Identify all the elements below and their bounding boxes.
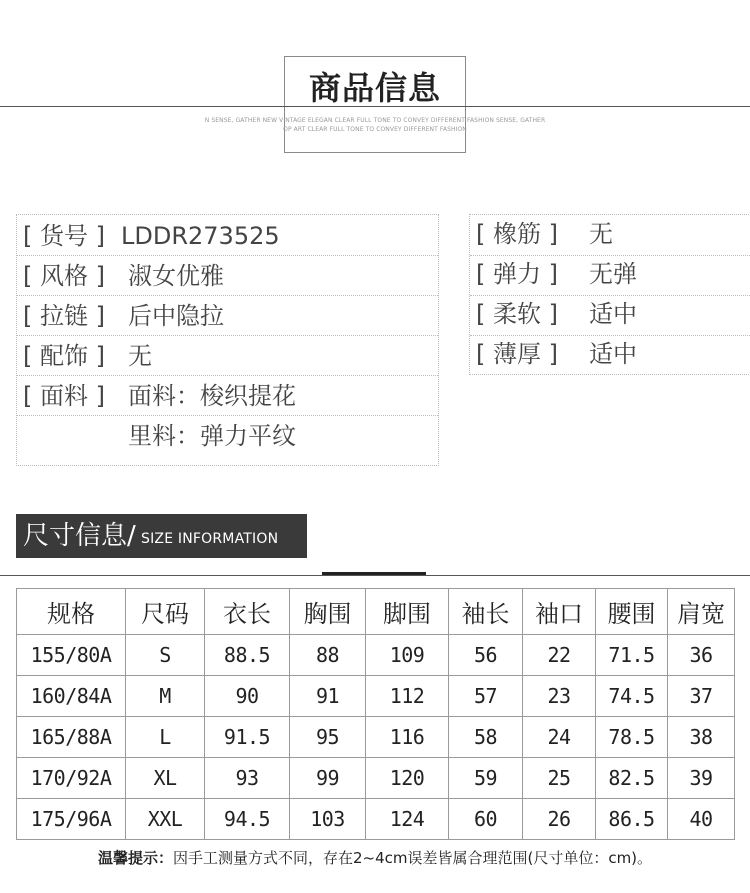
table-cell: 91.5 bbox=[205, 717, 290, 758]
table-cell: 26 bbox=[523, 799, 596, 840]
attr-key: [ 风格 ] bbox=[23, 262, 105, 290]
header-cell: 衣长 bbox=[205, 589, 290, 635]
attr-row-stretch bbox=[470, 255, 750, 296]
table-cell: 22 bbox=[523, 635, 596, 676]
attributes-right-panel bbox=[469, 214, 750, 375]
table-cell: 103 bbox=[290, 799, 366, 840]
attr-value: 后中隐拉 bbox=[128, 302, 224, 330]
table-cell: M bbox=[126, 676, 205, 717]
attr-value: 里料：弹力平纹 bbox=[128, 422, 296, 450]
size-info-banner bbox=[16, 514, 307, 558]
table-cell: 82.5 bbox=[596, 758, 668, 799]
table-cell: 37 bbox=[668, 676, 735, 717]
attr-key: [ 薄厚 ] bbox=[476, 340, 558, 368]
header-cell: 规格 bbox=[17, 589, 126, 635]
table-cell: 90 bbox=[205, 676, 290, 717]
size-info-title: 尺寸信息/ bbox=[23, 521, 136, 551]
attr-value: 适中 bbox=[589, 340, 637, 368]
table-row bbox=[17, 717, 735, 758]
attr-row-zipper bbox=[17, 295, 438, 336]
attr-row-elastic-band bbox=[470, 215, 750, 256]
attr-row-style bbox=[17, 255, 438, 296]
header-subtitle bbox=[160, 116, 590, 134]
table-cell: 112 bbox=[366, 676, 449, 717]
measurement-note bbox=[0, 846, 750, 870]
table-cell: 155/80A bbox=[17, 635, 126, 676]
attr-key: [ 柔软 ] bbox=[476, 300, 558, 328]
table-cell: 56 bbox=[449, 635, 523, 676]
size-table-header-row bbox=[17, 589, 735, 635]
table-row bbox=[17, 799, 735, 840]
table-cell: 88.5 bbox=[205, 635, 290, 676]
size-section-divider bbox=[0, 575, 750, 576]
header-subtitle-line1: N SENSE, GATHER NEW VINTAGE ELEGAN CLEAR FULL TONE TO CONVEY DIFFERENT FASHION SENSE, GATHER bbox=[204, 117, 546, 124]
attr-value: LDDR273525 bbox=[121, 222, 280, 250]
attr-value: 无弹 bbox=[589, 260, 637, 288]
table-cell: 160/84A bbox=[17, 676, 126, 717]
attr-key: [ 面料 ] bbox=[23, 382, 105, 410]
header-cell: 肩宽 bbox=[668, 589, 735, 635]
table-cell: 74.5 bbox=[596, 676, 668, 717]
table-cell: 86.5 bbox=[596, 799, 668, 840]
table-cell: 59 bbox=[449, 758, 523, 799]
table-cell: 71.5 bbox=[596, 635, 668, 676]
size-table bbox=[16, 588, 735, 840]
attr-row-softness bbox=[470, 295, 750, 336]
table-cell: 25 bbox=[523, 758, 596, 799]
page-title: 商品信息 bbox=[308, 69, 441, 107]
table-cell: 88 bbox=[290, 635, 366, 676]
header-cell: 腰围 bbox=[596, 589, 668, 635]
table-cell: 165/88A bbox=[17, 717, 126, 758]
size-info-subtitle: SIZE INFORMATION bbox=[141, 531, 279, 547]
table-cell: 95 bbox=[290, 717, 366, 758]
table-cell: XXL bbox=[126, 799, 205, 840]
size-section-accent bbox=[322, 572, 426, 575]
table-cell: 24 bbox=[523, 717, 596, 758]
table-cell: 58 bbox=[449, 717, 523, 758]
table-cell: 78.5 bbox=[596, 717, 668, 758]
attr-value: 面料：梭织提花 bbox=[128, 382, 296, 410]
header-cell: 脚围 bbox=[366, 589, 449, 635]
table-cell: 93 bbox=[205, 758, 290, 799]
attr-value: 适中 bbox=[589, 300, 637, 328]
attr-key: [ 弹力 ] bbox=[476, 260, 558, 288]
header-cell: 尺码 bbox=[126, 589, 205, 635]
header-cell: 胸围 bbox=[290, 589, 366, 635]
table-row bbox=[17, 758, 735, 799]
table-cell: L bbox=[126, 717, 205, 758]
table-cell: 91 bbox=[290, 676, 366, 717]
table-cell: 40 bbox=[668, 799, 735, 840]
table-cell: 175/96A bbox=[17, 799, 126, 840]
table-cell: 170/92A bbox=[17, 758, 126, 799]
measurement-note-text: 因手工测量方式不同，存在2~4cm误差皆属合理范围(尺寸单位：cm)。 bbox=[172, 849, 653, 867]
attr-row-lining bbox=[17, 415, 438, 455]
attr-row-accessories bbox=[17, 335, 438, 376]
attr-key: [ 橡筋 ] bbox=[476, 220, 558, 248]
header-cell: 袖口 bbox=[523, 589, 596, 635]
attr-value: 无 bbox=[128, 342, 152, 370]
table-cell: 120 bbox=[366, 758, 449, 799]
table-cell: XL bbox=[126, 758, 205, 799]
table-cell: 60 bbox=[449, 799, 523, 840]
table-cell: 57 bbox=[449, 676, 523, 717]
table-cell: 94.5 bbox=[205, 799, 290, 840]
table-row bbox=[17, 676, 735, 717]
table-cell: 38 bbox=[668, 717, 735, 758]
header-cell: 袖长 bbox=[449, 589, 523, 635]
table-cell: 39 bbox=[668, 758, 735, 799]
table-cell: 23 bbox=[523, 676, 596, 717]
measurement-note-label: 温馨提示： bbox=[97, 849, 173, 867]
attributes-left-panel bbox=[16, 214, 439, 466]
table-cell: 124 bbox=[366, 799, 449, 840]
attr-key: [ 拉链 ] bbox=[23, 302, 105, 330]
attr-value: 无 bbox=[589, 220, 613, 248]
attr-row-item-number bbox=[17, 215, 438, 256]
table-cell: 116 bbox=[366, 717, 449, 758]
attr-row-fabric bbox=[17, 375, 438, 416]
table-cell: 36 bbox=[668, 635, 735, 676]
attr-key: [ 配饰 ] bbox=[23, 342, 105, 370]
table-cell: 99 bbox=[290, 758, 366, 799]
table-cell: S bbox=[126, 635, 205, 676]
attr-row-thickness bbox=[470, 335, 750, 375]
table-row bbox=[17, 635, 735, 676]
attr-value: 淑女优雅 bbox=[128, 262, 224, 290]
header-subtitle-line2: OP ART CLEAR FULL TONE TO CONVEY DIFFERENT FASHION bbox=[283, 126, 467, 133]
table-cell: 109 bbox=[366, 635, 449, 676]
attr-key: [ 货号 ] bbox=[23, 222, 105, 250]
